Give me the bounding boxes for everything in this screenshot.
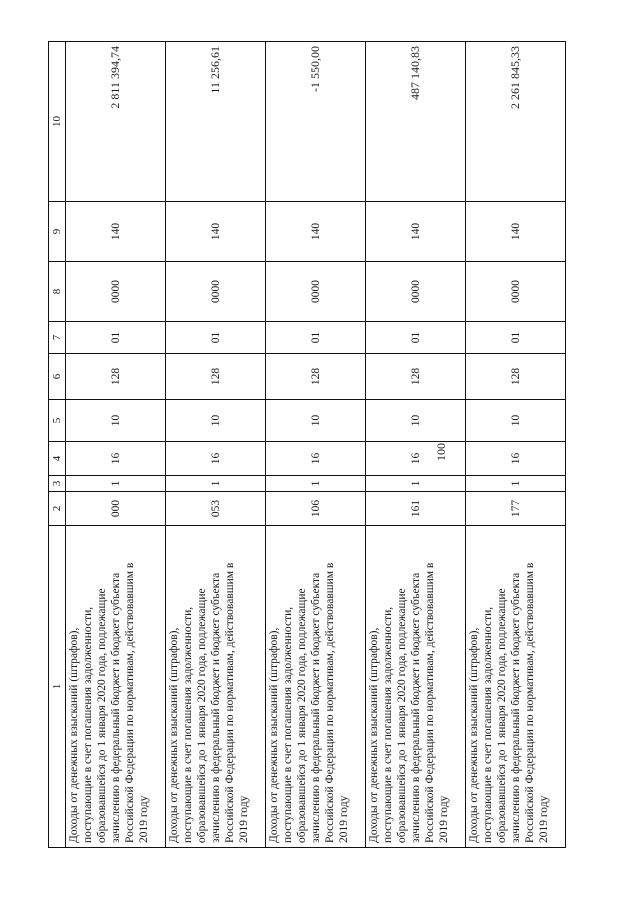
description-line: Доходы от денежных взысканий (штрафов), bbox=[468, 627, 480, 843]
amount-value: 2 261 845,33 bbox=[466, 42, 566, 202]
classification-code-col-5: 10 bbox=[366, 400, 466, 442]
classification-code-col-8: 0000 bbox=[366, 262, 466, 322]
amount-value: 487 140,83 bbox=[366, 42, 466, 202]
description-line: образовавшейся до 1 января 2020 года, подлежащие bbox=[496, 588, 508, 843]
table-row bbox=[466, 42, 566, 848]
classification-code-col-6: 128 bbox=[66, 354, 166, 400]
column-number-row bbox=[49, 42, 66, 848]
classification-code-col-2: 177 bbox=[466, 492, 566, 526]
revenue-description bbox=[466, 526, 566, 848]
description-line: 2019 году bbox=[238, 795, 250, 843]
classification-code-col-4: 16 bbox=[466, 442, 566, 476]
description-line: Доходы от денежных взысканий (штрафов), bbox=[368, 627, 380, 843]
amount-value: -1 550,00 bbox=[266, 42, 366, 202]
classification-code-col-7: 01 bbox=[466, 322, 566, 354]
description-line: зачислению в федеральный бюджет и бюджет субъекта bbox=[310, 572, 322, 843]
classification-code-col-9: 140 bbox=[366, 202, 466, 262]
table-body bbox=[66, 42, 566, 848]
description-line: зачислению в федеральный бюджет и бюджет субъекта bbox=[410, 572, 422, 843]
classification-code-col-6: 128 bbox=[366, 354, 466, 400]
classification-code-col-2: 000 bbox=[66, 492, 166, 526]
classification-code-col-7: 01 bbox=[166, 322, 266, 354]
classification-code-col-3: 1 bbox=[366, 476, 466, 492]
description-line: поступающие в счет погашения задолженности, bbox=[382, 606, 394, 843]
column-number-6: 6 bbox=[49, 354, 66, 400]
classification-code-col-2: 161 bbox=[366, 492, 466, 526]
classification-code-col-4: 16 bbox=[166, 442, 266, 476]
classification-code-col-5: 10 bbox=[66, 400, 166, 442]
classification-code-col-3: 1 bbox=[66, 476, 166, 492]
classification-code-col-4: 16 bbox=[66, 442, 166, 476]
classification-code-col-7: 01 bbox=[266, 322, 366, 354]
classification-code-col-9: 140 bbox=[266, 202, 366, 262]
table-row bbox=[66, 42, 166, 848]
description-line: Российской Федерации по нормативам, действовавшим в bbox=[524, 562, 536, 843]
description-line: зачислению в федеральный бюджет и бюджет субъекта bbox=[110, 572, 122, 843]
description-line: Российской Федерации по нормативам, действовавшим в bbox=[124, 562, 136, 843]
classification-code-col-3: 1 bbox=[466, 476, 566, 492]
column-number-4: 4 bbox=[49, 442, 66, 476]
column-number-9: 9 bbox=[49, 202, 66, 262]
classification-code-col-2: 106 bbox=[266, 492, 366, 526]
classification-code-col-5: 10 bbox=[466, 400, 566, 442]
description-line: 2019 году bbox=[338, 795, 350, 843]
description-line: зачислению в федеральный бюджет и бюджет субъекта bbox=[510, 572, 522, 843]
classification-code-col-8: 0000 bbox=[166, 262, 266, 322]
column-number-5: 5 bbox=[49, 400, 66, 442]
description-line: поступающие в счет погашения задолженности, bbox=[82, 606, 94, 843]
classification-code-col-6: 128 bbox=[166, 354, 266, 400]
description-line: Доходы от денежных взысканий (штрафов), bbox=[168, 627, 180, 843]
description-line: Российской Федерации по нормативам, действовавшим в bbox=[224, 562, 236, 843]
description-line: Доходы от денежных взысканий (штрафов), bbox=[268, 627, 280, 843]
description-line: Доходы от денежных взысканий (штрафов), bbox=[68, 627, 80, 843]
classification-code-col-6: 128 bbox=[466, 354, 566, 400]
classification-code-col-7: 01 bbox=[66, 322, 166, 354]
classification-code-col-8: 0000 bbox=[66, 262, 166, 322]
classification-code-col-4: 16 bbox=[266, 442, 366, 476]
description-line: поступающие в счет погашения задолженности, bbox=[182, 606, 194, 843]
amount-value: 2 811 394,74 bbox=[66, 42, 166, 202]
revenue-description bbox=[266, 526, 366, 848]
revenue-description bbox=[166, 526, 266, 848]
description-line: 2019 году bbox=[138, 795, 150, 843]
page-number: 100 bbox=[434, 443, 448, 461]
table-row bbox=[366, 42, 466, 848]
classification-code-col-9: 140 bbox=[466, 202, 566, 262]
column-number-8: 8 bbox=[49, 262, 66, 322]
description-line: 2019 году bbox=[438, 795, 450, 843]
landscape-page bbox=[48, 42, 566, 848]
description-line: поступающие в счет погашения задолженности, bbox=[482, 606, 494, 843]
description-line: поступающие в счет погашения задолженности, bbox=[282, 606, 294, 843]
classification-code-col-8: 0000 bbox=[466, 262, 566, 322]
description-line: образовавшейся до 1 января 2020 года, подлежащие bbox=[196, 588, 208, 843]
column-number-10: 10 bbox=[49, 42, 66, 202]
classification-code-col-9: 140 bbox=[166, 202, 266, 262]
column-number-3: 3 bbox=[49, 476, 66, 492]
amount-value: 11 256,61 bbox=[166, 42, 266, 202]
budget-revenue-table bbox=[48, 41, 566, 848]
classification-code-col-3: 1 bbox=[166, 476, 266, 492]
table-row bbox=[166, 42, 266, 848]
classification-code-col-6: 128 bbox=[266, 354, 366, 400]
classification-code-col-3: 1 bbox=[266, 476, 366, 492]
description-line: 2019 году bbox=[538, 795, 550, 843]
revenue-description bbox=[66, 526, 166, 848]
table-row bbox=[266, 42, 366, 848]
revenue-description bbox=[366, 526, 466, 848]
description-line: образовавшейся до 1 января 2020 года, подлежащие bbox=[396, 588, 408, 843]
classification-code-col-4: 16 bbox=[366, 442, 466, 476]
classification-code-col-2: 053 bbox=[166, 492, 266, 526]
classification-code-col-7: 01 bbox=[366, 322, 466, 354]
rotated-table-frame bbox=[48, 42, 566, 848]
description-line: зачислению в федеральный бюджет и бюджет субъекта bbox=[210, 572, 222, 843]
column-number-7: 7 bbox=[49, 322, 66, 354]
classification-code-col-9: 140 bbox=[66, 202, 166, 262]
column-number-1: 1 bbox=[49, 526, 66, 848]
description-line: образовавшейся до 1 января 2020 года, подлежащие bbox=[296, 588, 308, 843]
classification-code-col-8: 0000 bbox=[266, 262, 366, 322]
description-line: Российской Федерации по нормативам, действовавшим в bbox=[324, 562, 336, 843]
classification-code-col-5: 10 bbox=[266, 400, 366, 442]
classification-code-col-5: 10 bbox=[166, 400, 266, 442]
description-line: Российской Федерации по нормативам, действовавшим в bbox=[424, 562, 436, 843]
column-number-2: 2 bbox=[49, 492, 66, 526]
description-line: образовавшейся до 1 января 2020 года, подлежащие bbox=[96, 588, 108, 843]
